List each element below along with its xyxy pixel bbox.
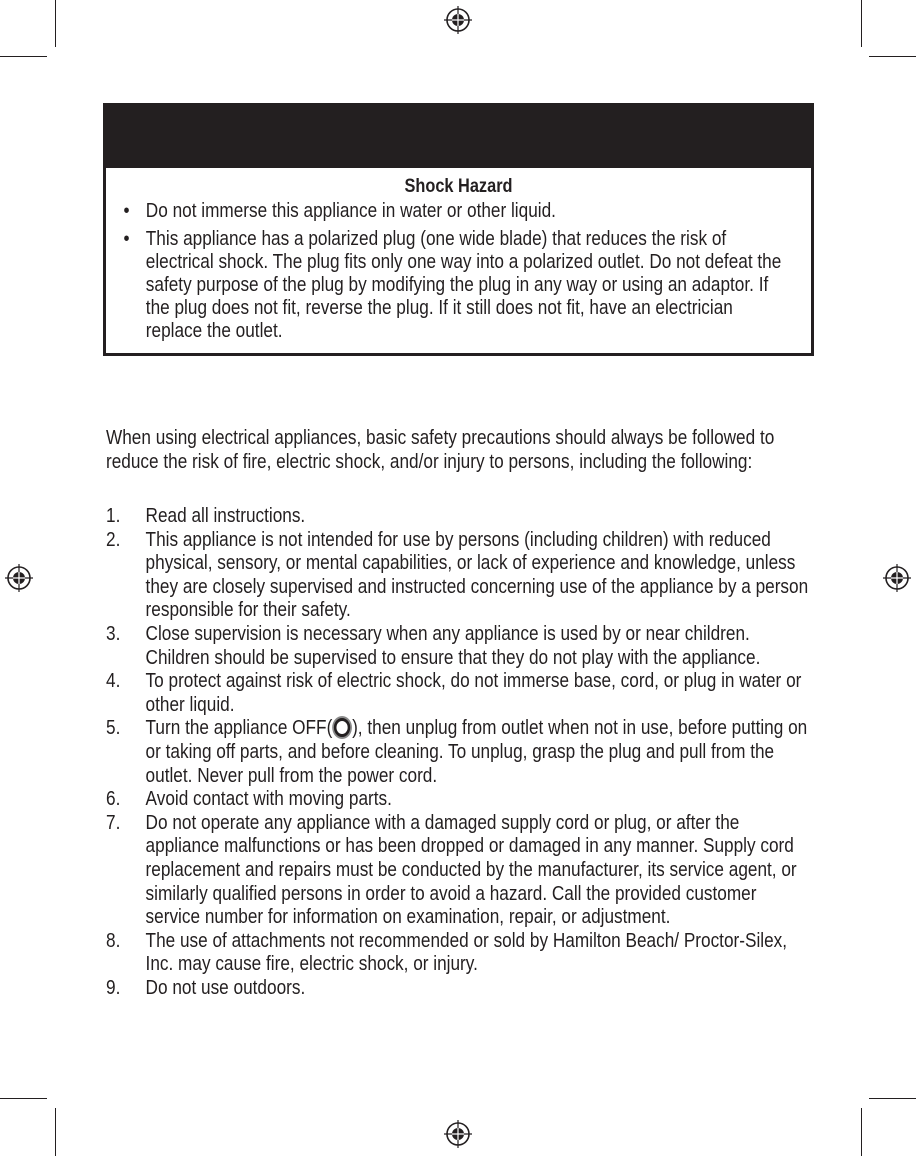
item-text: Avoid contact with moving parts. [145, 788, 392, 811]
list-item [106, 623, 811, 670]
warning-header-bar [106, 106, 811, 168]
item-text: The use of attachments not recommended or sold by Hamilton Beach/ Proctor-Silex, Inc. may cause fire, electric shock, or injury. [145, 929, 788, 976]
item-number: 8. [106, 929, 121, 952]
hazard-bullet: • This appliance has a polarized plug (one wide blade) that reduces the risk of electrical shock. The plug fits only one way into a polarized outlet. Do not defeat the safety purpose of the plug by modifying the plug in any way or using an adaptor. If the plug does not fit, reverse the plug. If it still does not fit, have an electrician replace the outlet. [120, 228, 791, 343]
item-number: 5. [106, 717, 121, 740]
list-item [106, 670, 811, 717]
list-item [106, 529, 811, 623]
intro-paragraph: When using electrical appliances, basic safety precautions should always be followed to reduce the risk of fire, electric shock, and/or injury to persons, including the following: [106, 427, 775, 473]
item-number: 3. [106, 622, 121, 645]
crop-mark [0, 1098, 47, 1099]
item-text: Do not use outdoors. [145, 976, 306, 999]
item-number: 2. [106, 528, 121, 551]
hazard-bullet-list [120, 200, 791, 348]
item-number: 6. [106, 788, 121, 811]
item-number: 7. [106, 811, 121, 834]
list-item [106, 930, 811, 977]
power-off-icon [334, 718, 350, 737]
crop-mark [55, 0, 56, 47]
list-item [106, 788, 811, 812]
registration-mark-icon [882, 563, 912, 593]
item-number: 9. [106, 976, 121, 999]
crop-mark [861, 0, 862, 47]
item-text: Read all instructions. [145, 505, 306, 527]
item-text: This appliance is not intended for use by persons (including children) with reduced physical, sensory, or mental capabilities, or lack of experience and knowledge, unless they are closely supervised and instructed concerning use of the appliance by a person responsible for their safety. [145, 528, 809, 622]
instructions-list [106, 505, 811, 1000]
crop-mark [869, 1098, 916, 1099]
crop-mark [0, 56, 47, 57]
item-number: 1. [106, 505, 121, 527]
registration-mark-icon [4, 563, 34, 593]
item-number: 4. [106, 670, 121, 693]
registration-mark-icon [443, 1119, 473, 1149]
item-text: Do not operate any appliance with a damaged supply cord or plug, or after the appliance malfunctions or has been dropped or damaged in any manner. Supply cord replacement and repairs must be conducted by the manufacturer, its service agent, or similarly qualified persons in order to avoid a hazard. Call the provided customer service number for information on examination, repair, or adjustment. [145, 811, 797, 929]
crop-mark [861, 1108, 862, 1156]
registration-mark-icon [443, 5, 473, 35]
item-text-before: Turn the appliance OFF( [145, 717, 333, 740]
list-item [106, 717, 811, 788]
hazard-bullet: • Do not immerse this appliance in water or other liquid. [120, 200, 791, 223]
list-item [106, 505, 811, 529]
item-text-after: ), then unplug from outlet when not in use, before putting on or taking off parts, and before cleaning. To unplug, grasp the plug and pull from the outlet. Never pull from the power cord. [145, 717, 808, 787]
item-text: Close supervision is necessary when any appliance is used by or near children. Children should be supervised to ensure that they do not play with the appliance. [145, 622, 761, 669]
list-item [106, 812, 811, 930]
hazard-title: Shock Hazard [404, 176, 513, 197]
crop-mark [869, 56, 916, 57]
list-item [106, 977, 811, 1001]
shock-hazard-box [103, 103, 814, 356]
item-text: To protect against risk of electric shock, do not immerse base, cord, or plug in water or other liquid. [145, 670, 802, 716]
crop-mark [55, 1108, 56, 1156]
